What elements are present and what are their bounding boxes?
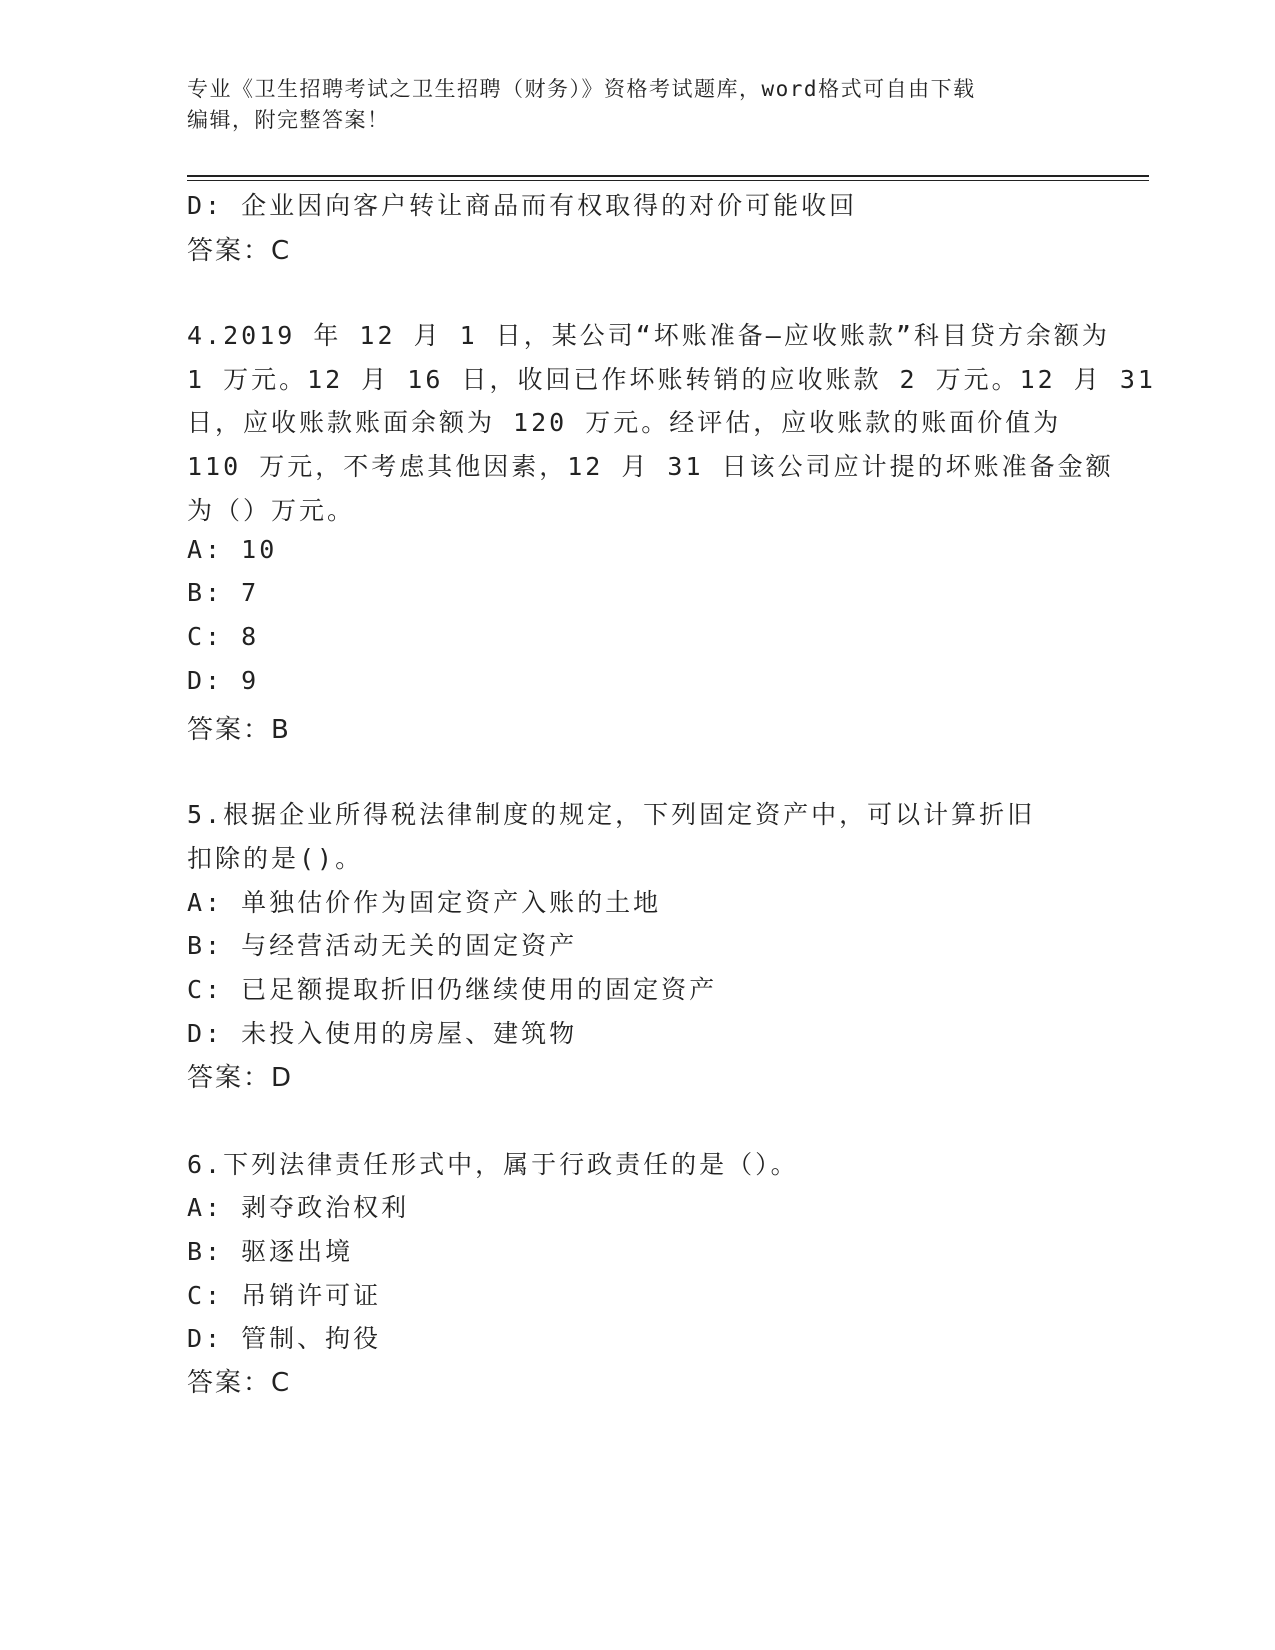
question-4-stem-line: 1 万元。12 月 16 日，收回已作坏账转销的应收账款 2 万元。12 月 31 — [187, 365, 1156, 394]
question-4-stem-line: 为（）万元。 — [187, 496, 356, 525]
question-5-option-d: D: 未投入使用的房屋、建筑物 — [187, 1019, 578, 1048]
question-4-option-b: B: 7 — [187, 578, 260, 607]
header-line-2: 编辑，附完整答案！ — [187, 108, 390, 132]
prev-question-option-d: D: 企业因向客户转让商品而有权取得的对价可能收回 — [187, 191, 858, 220]
header-line-1: 专业《卫生招聘考试之卫生招聘（财务）》资格考试题库，word格式可自由下载 — [187, 77, 976, 101]
question-5-answer: 答案：D — [187, 1063, 294, 1093]
question-4-stem-line: 4.2019 年 12 月 1 日，某公司“坏账准备—应收账款”科目贷方余额为 — [187, 321, 1110, 350]
document-header — [187, 74, 1067, 136]
question-4-option-d: D: 9 — [187, 666, 260, 695]
question-4-option-c: C: 8 — [187, 622, 260, 651]
question-6-option-a: A: 剥夺政治权利 — [187, 1193, 410, 1222]
question-6-option-b: B: 驱逐出境 — [187, 1237, 354, 1266]
question-5-option-a: A: 单独估价作为固定资产入账的土地 — [187, 888, 662, 917]
question-5-stem-line: 扣除的是()。 — [187, 844, 364, 873]
question-4-stem-line: 日，应收账款账面余额为 120 万元。经评估，应收账款的账面价值为 — [187, 408, 1062, 437]
question-4-option-a: A: 10 — [187, 535, 278, 564]
question-6-answer: 答案：C — [187, 1368, 292, 1398]
question-4-answer: 答案：B — [187, 715, 291, 745]
question-5-option-c: C: 已足额提取折旧仍继续使用的固定资产 — [187, 975, 718, 1004]
question-5-stem-line: 5.根据企业所得税法律制度的规定，下列固定资产中，可以计算折旧 — [187, 800, 1036, 829]
question-5-option-b: B: 与经营活动无关的固定资产 — [187, 931, 578, 960]
question-6-option-c: C: 吊销许可证 — [187, 1281, 382, 1310]
question-6-stem-line: 6.下列法律责任形式中，属于行政责任的是（）。 — [187, 1150, 799, 1179]
question-4-stem-line: 110 万元，不考虑其他因素，12 月 31 日该公司应计提的坏账准备金额 — [187, 452, 1114, 481]
question-6-option-d: D: 管制、拘役 — [187, 1324, 382, 1353]
header-divider-thin — [187, 180, 1149, 181]
prev-question-answer: 答案：C — [187, 236, 292, 266]
header-divider-thick — [187, 175, 1149, 177]
